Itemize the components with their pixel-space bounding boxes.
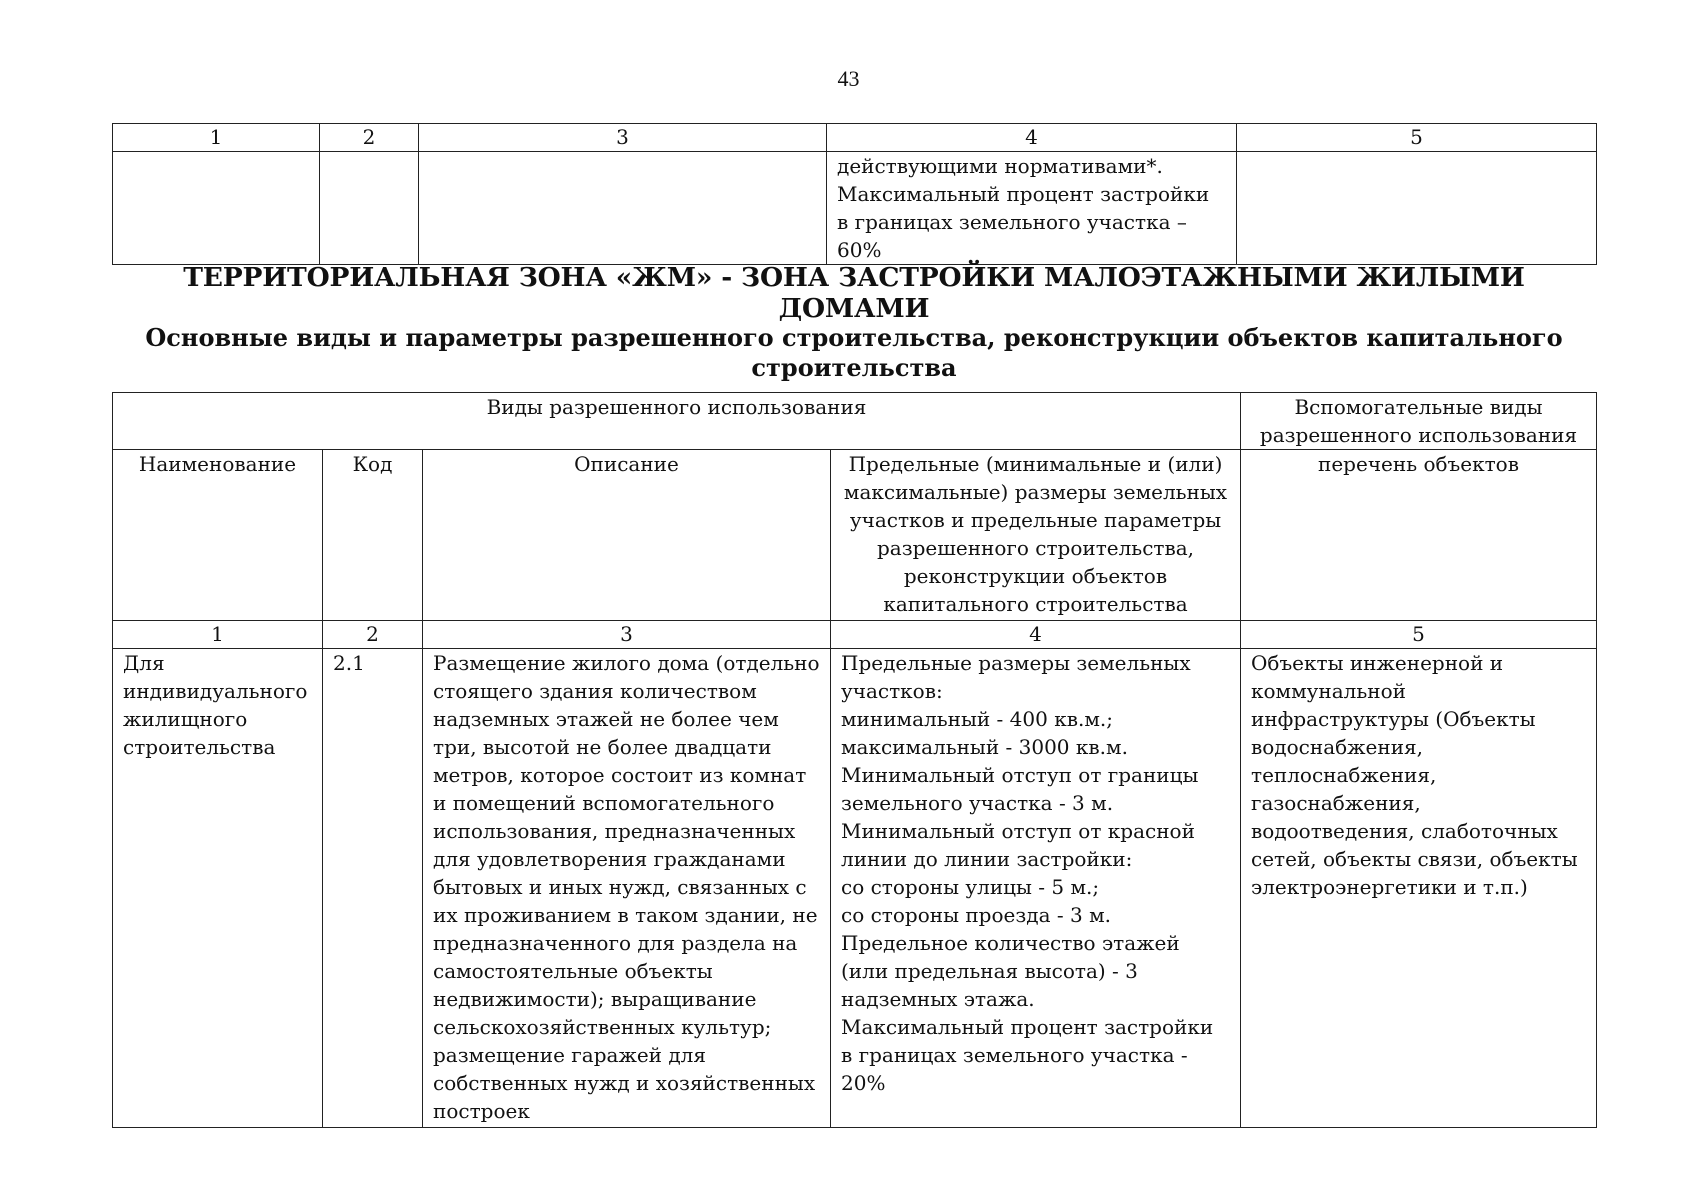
cell-name	[113, 152, 320, 265]
column-number: 3	[419, 124, 827, 152]
header-limits: Предельные (минимальные и (или) максимальные) размеры земельных участков и предельные параметры разрешенного строительства, реконструкции объектов капитального строительства	[831, 450, 1241, 621]
column-number: 2	[320, 124, 419, 152]
cell-name: Для индивидуального жилищного строительства	[113, 649, 323, 1128]
section-title: Основные виды и параметры разрешенного строительства, реконструкции объектов капитального строительства	[145, 323, 1563, 382]
column-number: 2	[323, 621, 423, 649]
zone-title: ТЕРРИТОРИАЛЬНАЯ ЗОНА «ЖМ» - ЗОНА ЗАСТРОЙКИ МАЛОЭТАЖНЫМИ ЖИЛЫМИ ДОМАМИ	[183, 262, 1525, 324]
cell-objects	[1237, 152, 1597, 265]
permitted-use-table	[112, 392, 1597, 1128]
column-number: 5	[1237, 124, 1597, 152]
group-header-row	[113, 393, 1597, 450]
cell-limits: Предельные размеры земельных участков: минимальный - 400 кв.м.; максимальный - 3000 кв.м. Минимальный отступ от границы земельного участка - 3 м. Минимальный отступ от красной линии до линии застройки: со стороны улицы - 5 м.; со стороны проезда - 3 м. Предельное количество этажей (или предельная высота) - 3 надземных этажа. Максимальный процент застройки в границах земельного участка - 20%	[831, 649, 1241, 1128]
column-number: 1	[113, 124, 320, 152]
table-row	[113, 152, 1597, 265]
continuation-table	[112, 123, 1597, 265]
cell-description: Размещение жилого дома (отдельно стоящего здания количеством надземных этажей не более чем три, высотой не более двадцати метров, которое состоит из комнат и помещений вспомогательного использования, предназначенных для удовлетворения гражданами бытовых и иных нужд, связанных с их проживанием в таком здании, не предназначенного для раздела на самостоятельные объекты недвижимости); выращивание сельскохозяйственных культур; размещение гаражей для собственных нужд и хозяйственных построек	[423, 649, 831, 1128]
cell-code: 2.1	[323, 649, 423, 1128]
cell-code	[320, 152, 419, 265]
cell-limits: действующими нормативами*. Максимальный процент застройки в границах земельного участка – 60%	[827, 152, 1237, 265]
cell-objects: Объекты инженерной и коммунальной инфраструктуры (Объекты водоснабжения, теплоснабжения, газоснабжения, водоотведения, слаботочных сетей, объекты связи, объекты электроэнергетики и т.п.)	[1241, 649, 1597, 1128]
cell-description	[419, 152, 827, 265]
table-row	[113, 649, 1597, 1128]
column-header-row	[113, 450, 1597, 621]
group-header-main: Виды разрешенного использования	[113, 393, 1241, 450]
column-number-row	[113, 124, 1597, 152]
column-number-row	[113, 621, 1597, 649]
header-code: Код	[323, 450, 423, 621]
header-description: Описание	[423, 450, 831, 621]
header-objects: перечень объектов	[1241, 450, 1597, 621]
column-number: 5	[1241, 621, 1597, 649]
column-number: 1	[113, 621, 323, 649]
column-number: 4	[831, 621, 1241, 649]
page-number: 43	[837, 66, 860, 91]
group-header-aux: Вспомогательные виды разрешенного использования	[1241, 393, 1597, 450]
column-number: 4	[827, 124, 1237, 152]
column-number: 3	[423, 621, 831, 649]
header-name: Наименование	[113, 450, 323, 621]
